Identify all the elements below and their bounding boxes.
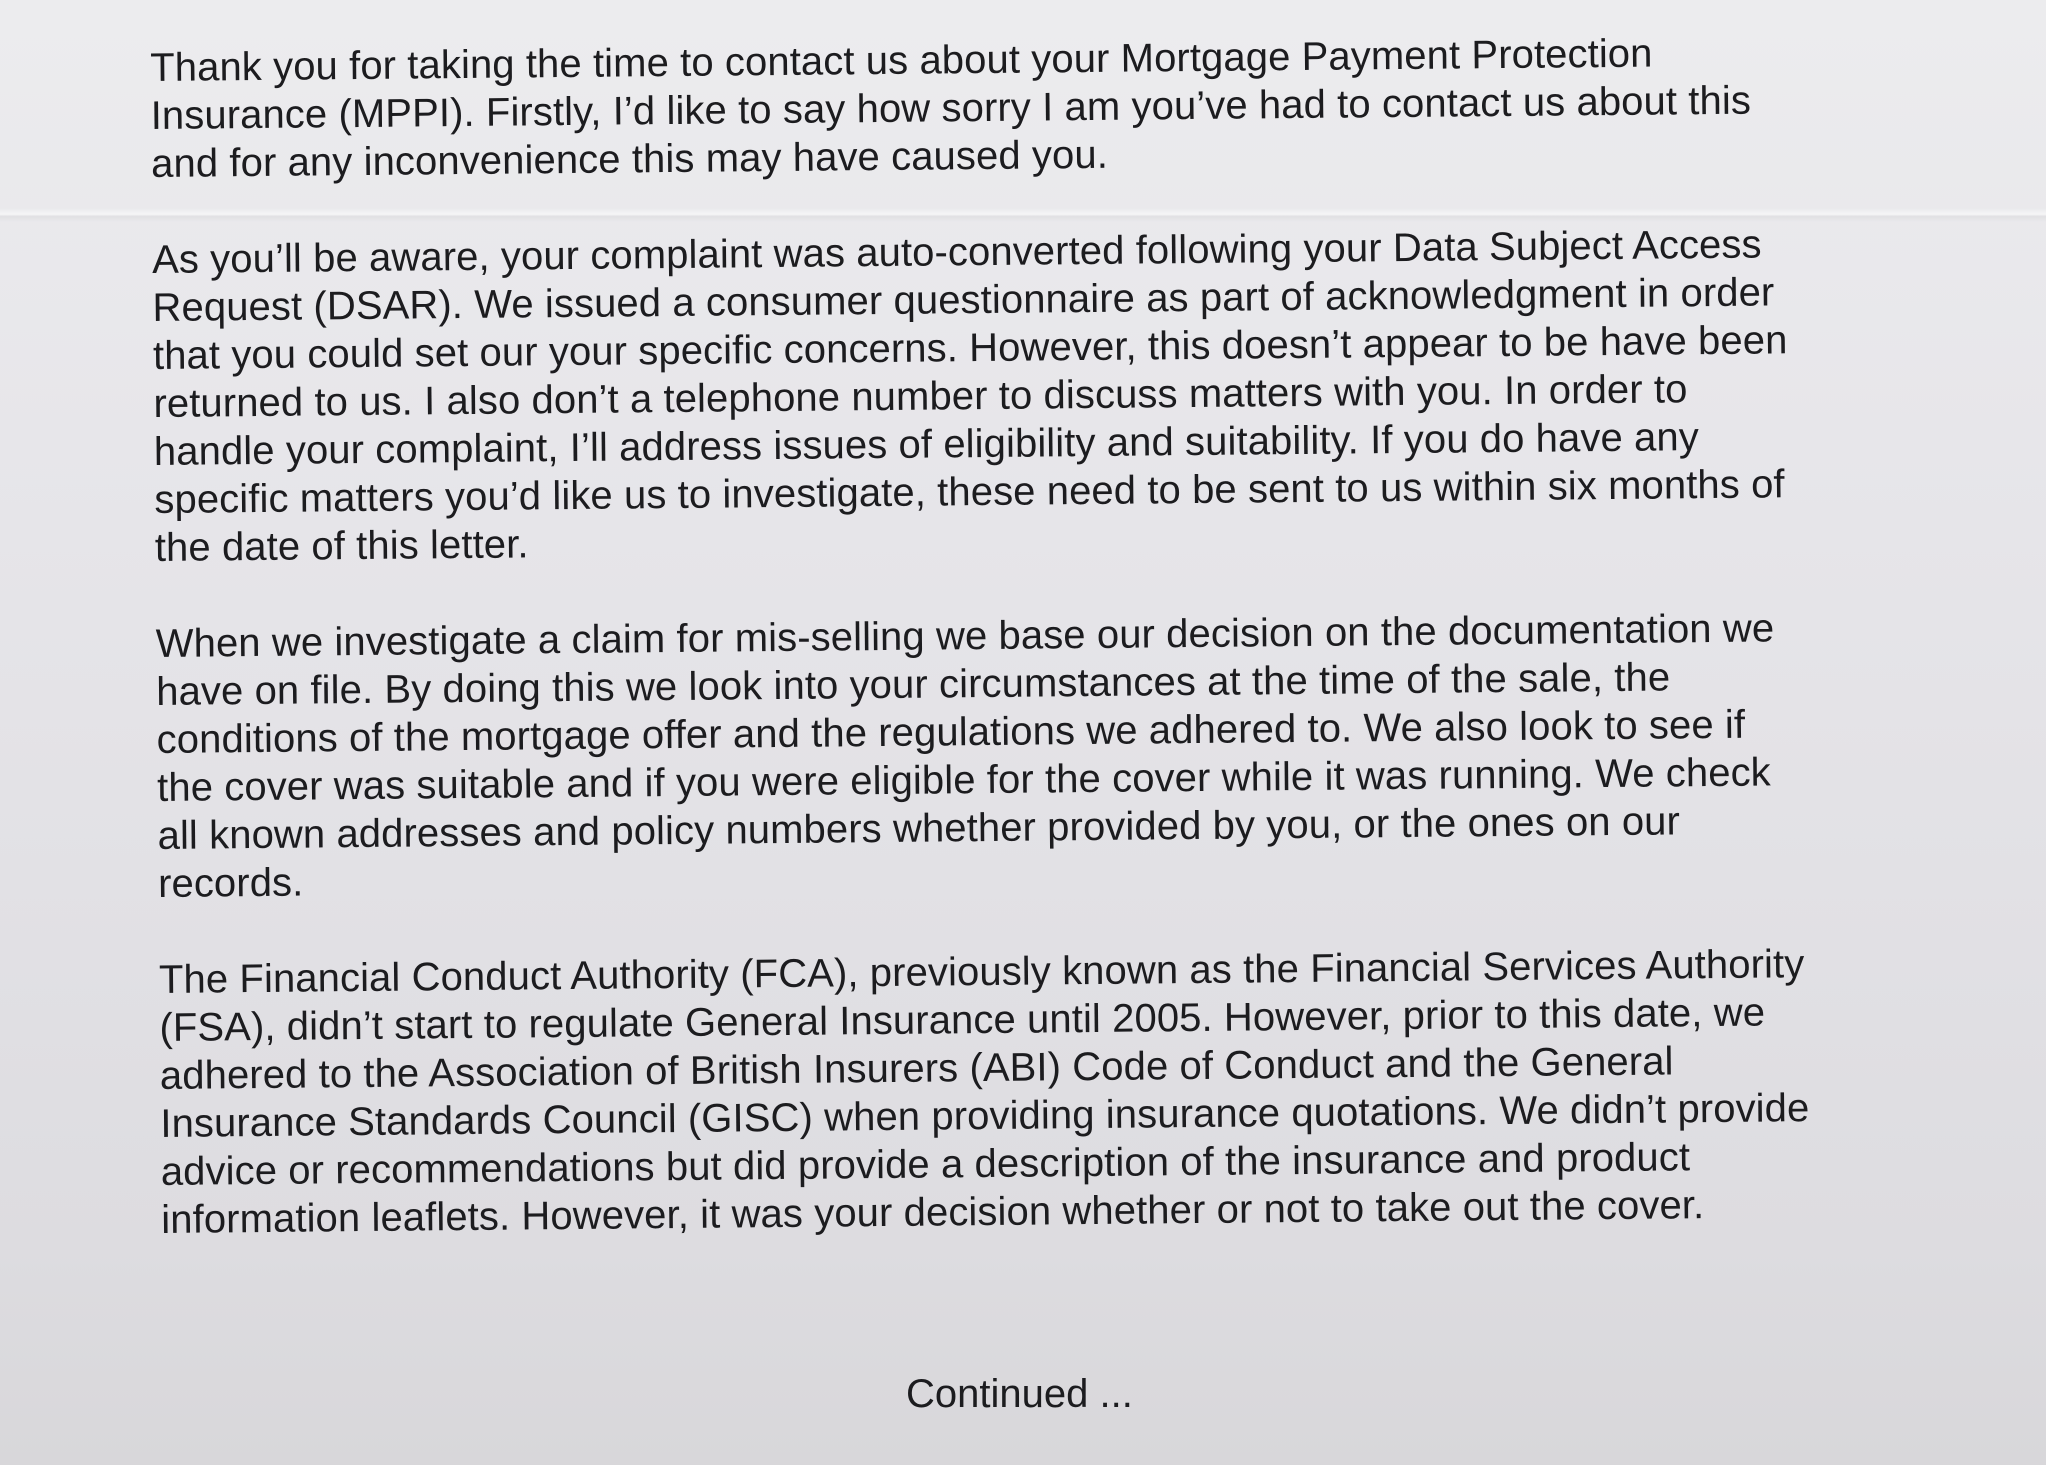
text-line: Thank you for taking the time to contact us about your Mortgage Payment Protection (150, 31, 1653, 90)
continued-note: Continued ... (906, 1372, 1133, 1416)
paragraph-investigation (156, 603, 1939, 908)
text-line: conditions of the mortgage offer and the regulations we adhered to. We also look to see if (156, 702, 1746, 762)
text-line: have on file. By doing this we look into your circumstances at the time of the sale, the (156, 655, 1671, 714)
text-line: all known addresses and policy numbers whether provided by you, or the ones on our (157, 799, 1681, 858)
letter-body (150, 27, 1941, 1244)
text-line: The Financial Conduct Authority (FCA), previously known as the Financial Services Authority (158, 942, 1805, 1002)
text-line: Insurance Standards Council (GISC) when providing insurance quotations. We didn’t provide (160, 1086, 1810, 1146)
text-line: advice or recommendations but did provide a description of the insurance and product (160, 1135, 1691, 1194)
text-line: Request (DSAR). We issued a consumer questionnaire as part of acknowledgment in order (152, 270, 1775, 330)
text-line: Insurance (MPPI). Firstly, I’d like to say how sorry I am you’ve had to contact us about this (150, 78, 1752, 138)
text-line: specific matters you’d like us to investigate, these need to be sent to us within six months of (154, 462, 1785, 522)
text-line: information leaflets. However, it was your decision whether or not to take out the cover. (161, 1183, 1705, 1242)
text-line: returned to us. I also don’t a telephone number to discuss matters with you. In order to (153, 367, 1688, 426)
text-line: (FSA), didn’t start to regulate General Insurance until 2005. However, prior to this date, we (159, 990, 1766, 1050)
text-line: adhered to the Association of British Insurers (ABI) Code of Conduct and the General (159, 1039, 1674, 1098)
text-line: and for any inconvenience this may have caused you. (150, 132, 1109, 186)
text-line: records. (157, 860, 304, 906)
text-line: When we investigate a claim for mis-selling we base our decision on the documentation we (155, 606, 1775, 666)
text-line: the date of this letter. (154, 522, 529, 570)
text-line: As you’ll be aware, your complaint was auto-converted following your Data Subject Access (151, 222, 1762, 282)
paragraph-dsar-complaint (152, 219, 1935, 572)
paragraph-mppi-intro (150, 27, 1931, 188)
paragraph-regulation (159, 939, 1942, 1244)
text-line: the cover was suitable and if you were eligible for the cover while it was running. We check (156, 750, 1771, 810)
text-line: handle your complaint, I’ll address issues of eligibility and suitability. If you do have any (153, 415, 1700, 474)
text-line: that you could set our your specific concerns. However, this doesn’t appear to be have been (152, 318, 1788, 378)
